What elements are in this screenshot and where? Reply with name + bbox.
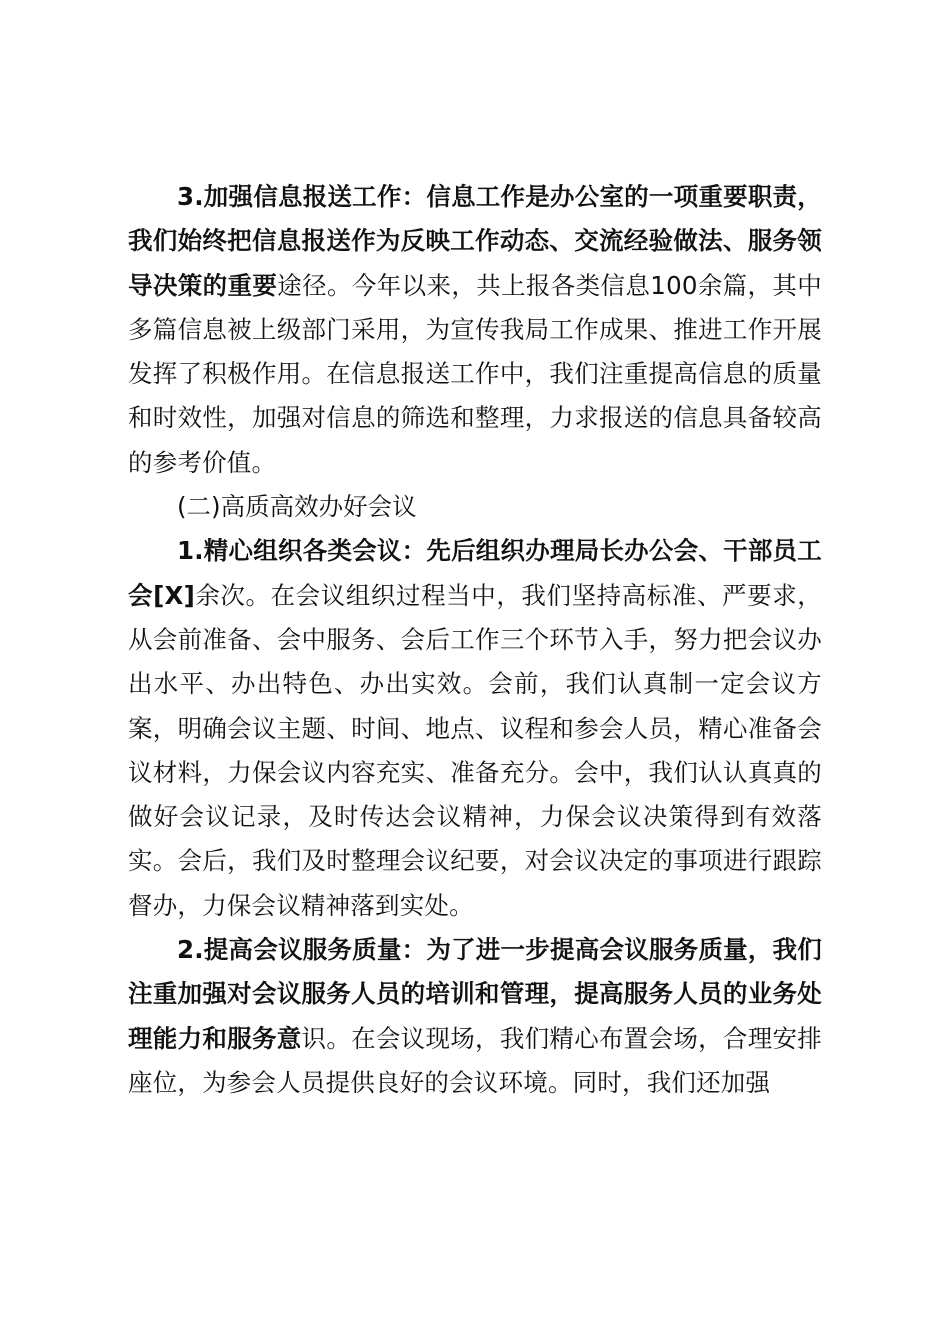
paragraph-lead-bold: 1.精心组织各类会议：先后组织办理局长办公会、干部员工会[X] <box>128 536 822 610</box>
paragraph-body-text: 余次。在会议组织过程当中，我们坚持高标准、严要求，从会前准备、会中服务、会后工作三个环节入手，努力把会议办出水平、办出特色、办出实效。会前，我们认真制一定会议方案，明确会议主题、时间、地点、议程和参会人员，精心准备会议材料，力保会议内容充实、准备充分。会中，我们认认真真的做好会议记录，及时传达会议精神，力保会议决策得到有效落实。会后，我们及时整理会议纪要，对会议决定的事项进行跟踪督办，力保会议精神落到实处。 <box>128 580 822 920</box>
document-body <box>128 175 822 1105</box>
paragraph-info-reporting <box>128 175 822 485</box>
paragraph-body-text: 识。在会议现场，我们精心布置会场，合理安排座位，为参会人员提供良好的会议环境。同时，我们还加强 <box>128 1023 822 1097</box>
paragraph-meeting-service <box>128 928 822 1105</box>
paragraph-organize-meetings <box>128 529 822 928</box>
paragraph-body-text: 途径。今年以来，共上报各类信息100余篇，其中多篇信息被上级部门采用，为宣传我局工作成果、推进工作开展发挥了积极作用。在信息报送工作中，我们注重提高信息的质量和时效性，加强对信息的筛选和整理，力求报送的信息具备较高的参考价值。 <box>128 270 822 477</box>
section-heading: (二)高质高效办好会议 <box>177 492 417 522</box>
paragraph-lead-bold: 2.提高会议服务质量：为了进一步提高会议服务质量，我们注重加强对会议服务人员的培训和管理，提高服务人员的业务处理能力和服务意 <box>128 935 822 1053</box>
paragraph-lead-bold: 3.加强信息报送工作：信息工作是办公室的一项重要职责，我们始终把信息报送作为反映工作动态、交流经验做法、服务领导决策的重要 <box>128 182 822 300</box>
